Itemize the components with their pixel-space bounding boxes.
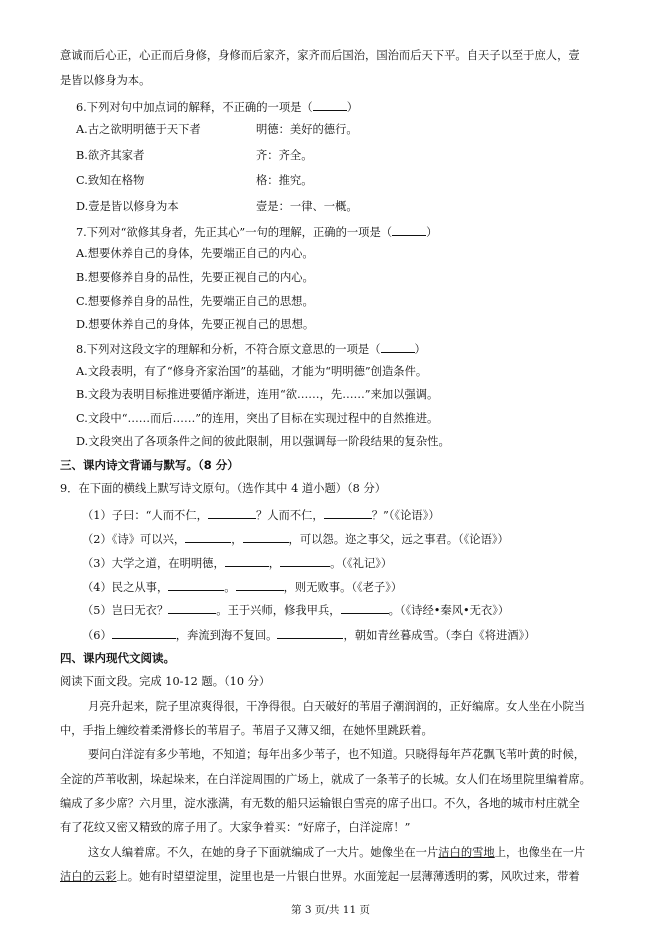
page-footer: 第 3 页/共 11 页 [291, 904, 370, 916]
q6-gloss-c: 格：推究。 [256, 174, 313, 187]
underlined-phrase: 洁白的云彩 [60, 870, 117, 883]
q8-option-b: B.文段为表明目标推进要循序渐进，连用“欲……，先……”来加以强调。 [76, 388, 439, 401]
answer-blank[interactable] [392, 223, 426, 236]
reading-p3-line2: 洁白的云彩上。她有时望望淀里，淀里也是一片银白世界。水面笼起一层薄薄透明的雾，风吹过来，带着 [60, 870, 580, 883]
fill-blank[interactable] [112, 626, 176, 639]
q8-option-d: D.文段突出了各项条件之间的彼此限制，用以强调每一阶段结果的复杂性。 [76, 435, 450, 448]
q6-stem: 6.下列对句中加点词的解释，不正确的一项是（ ） [76, 98, 358, 116]
fill-blank[interactable] [225, 554, 269, 567]
q6-gloss-d: 壹是：一律、一概。 [256, 200, 358, 213]
reading-p1-line2: 中，手指上缠绞着柔滑修长的苇眉子。苇眉子又薄又细，在她怀里跳跃着。 [60, 724, 433, 737]
q9-stem: 9．在下面的横线上默写诗文原句。（选作其中 4 道小题）（8 分） [60, 482, 387, 495]
reading-p1-line1: 月亮升起来，院子里凉爽得很，干净得很。白天破好的苇眉子潮润润的，正好编席。女人坐在小院当 [88, 700, 586, 713]
fill-blank[interactable] [236, 578, 284, 591]
q9-item-1: （1）子曰：“人而不仁， ？人而不仁， ？”（《论语》） [82, 506, 440, 524]
passage-line-2: 是皆以修身为本。 [60, 74, 151, 87]
q7-stem: 7.下列对“欲修其身者，先正其心”一句的理解，正确的一项是（ ） [76, 223, 437, 241]
q9-item-3: （3）大学之道，在明明德， ， 。（《礼记》） [82, 554, 392, 572]
q6-gloss-b: 齐：齐全。 [256, 149, 313, 162]
q9-item-4: （4）民之从事， 。 ，则无败事。（《老子》） [82, 578, 402, 596]
section3-title: 三、课内诗文背诵与默写。（8 分） [60, 458, 239, 472]
q7-option-a: A.想要休养自己的身体，先要端正自己的内心。 [76, 247, 314, 260]
q9-item-5: （5）岂曰无衣？ 。王于兴师，修我甲兵， 。（《诗经•秦风•无衣》） [82, 601, 509, 619]
q6-option-d: D.壹是皆以修身为本 [76, 200, 179, 213]
reading-intro: 阅读下面文段。完成 10-12 题。（10 分） [60, 675, 271, 688]
q8-option-c: C.文段中“……而后……”的连用，突出了目标在实现过程中的自然推进。 [76, 412, 439, 425]
reading-p2-line2: 全淀的芦苇收割，垛起垛来，在白洋淀周围的广场上，就成了一条苇子的长城。女人们在场里院里编着席。 [60, 773, 591, 786]
q7-option-b: B.想要修养自身的品性，先要正视自己的内心。 [76, 271, 314, 284]
fill-blank[interactable] [280, 554, 330, 567]
passage-line-1: 意诚而后心正，心正而后身修，身修而后家齐，家齐而后国治，国治而后天下平。自天子以至于庶人，壹 [60, 49, 580, 62]
fill-blank[interactable] [208, 506, 256, 519]
q8-option-a: A.文段表明，有了“修身齐家治国”的基础，才能为“明明德”创造条件。 [76, 365, 428, 378]
q9-item-6: （6） ，奔流到海不复回。 ，朝如青丝暮成雪。（李白《将进酒》） [82, 626, 536, 644]
underlined-phrase: 洁白的雪地 [438, 846, 495, 859]
answer-blank[interactable] [381, 340, 415, 353]
q6-option-b: B.欲齐其家者 [76, 149, 145, 162]
q7-option-c: C.想要修养自身的品性，先要端正自己的思想。 [76, 295, 314, 308]
fill-blank[interactable] [185, 530, 231, 543]
q7-option-d: D.想要休养自己的身体，先要正视自己的思想。 [76, 318, 315, 331]
q6-option-c: C.致知在格物 [76, 174, 145, 187]
q6-gloss-a: 明德：美好的德行。 [256, 123, 358, 136]
reading-p2-line1: 要问白洋淀有多少苇地，不知道；每年出多少苇子，也不知道。只晓得每年芦花飘飞苇叶黄的时候， [88, 748, 586, 761]
fill-blank[interactable] [243, 530, 289, 543]
section4-title: 四、课内现代文阅读。 [60, 651, 175, 665]
q9-item-2: （2）《诗》可以兴， ， ，可以怨。迩之事父，远之事君。（《论语》） [82, 530, 509, 548]
reading-p2-line4: 有了花纹又密又精致的席子用了。大家争着买：“好席子，白洋淀席！” [60, 821, 411, 834]
fill-blank[interactable] [168, 578, 224, 591]
fill-blank[interactable] [324, 506, 372, 519]
q8-stem: 8.下列对这段文字的理解和分析，不符合原文意思的一项是（ ） [76, 340, 426, 358]
q6-option-a: A.古之欲明明德于天下者 [76, 123, 201, 136]
fill-blank[interactable] [341, 601, 389, 614]
fill-blank[interactable] [277, 626, 343, 639]
reading-p3-line1: 这女人编着席。不久，在她的身子下面就编成了一大片。她像坐在一片洁白的雪地上，也像坐在一片 [88, 846, 586, 859]
fill-blank[interactable] [168, 601, 216, 614]
reading-p2-line3: 编成了多少席？六月里，淀水涨满，有无数的船只运输银白雪亮的席子出口。不久，各地的城市村庄就全 [60, 797, 580, 810]
answer-blank[interactable] [313, 98, 347, 111]
